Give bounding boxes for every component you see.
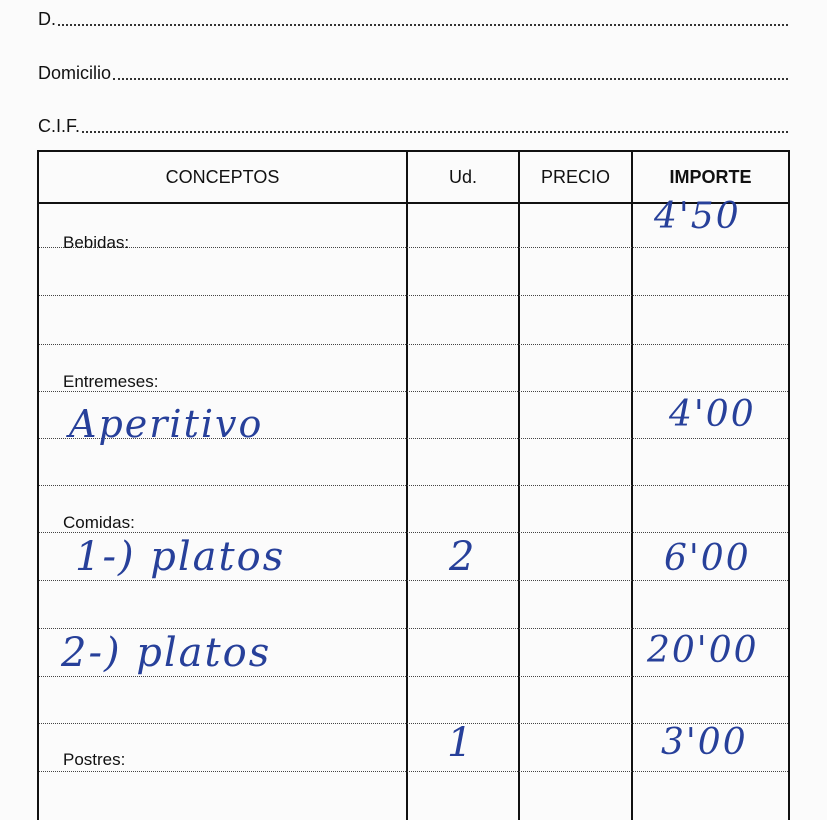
platos1-importe: 6'00 xyxy=(664,538,751,579)
d-label: D. xyxy=(38,9,56,29)
cif-label: C.I.F. xyxy=(38,116,81,136)
cif-dotted-line xyxy=(82,130,788,133)
d-dotted-line xyxy=(58,23,788,26)
platos1-ud: 2 xyxy=(449,534,477,580)
row-line xyxy=(39,295,788,296)
section-label-comidas: Comidas: xyxy=(63,513,135,532)
aperitivo-importe: 4'00 xyxy=(669,394,756,435)
platos2-importe: 20'00 xyxy=(647,630,759,671)
platos1-concepto: 1-) platos xyxy=(75,534,286,580)
row-line xyxy=(39,771,788,772)
row-line xyxy=(39,485,788,486)
section-label-postres: Postres: xyxy=(63,750,126,769)
platos2-concepto: 2-) platos xyxy=(61,630,272,676)
section-label-entremeses: Entremeses: xyxy=(63,372,159,391)
col-header-ud: Ud. xyxy=(408,152,520,202)
domicilio-dotted-line xyxy=(113,77,788,80)
d-field xyxy=(38,6,788,30)
postres-importe: 3'00 xyxy=(661,722,748,763)
row-line xyxy=(39,628,788,629)
col-header-conceptos: CONCEPTOS xyxy=(39,152,408,202)
bebidas-importe: 4'50 xyxy=(654,196,741,237)
row-line xyxy=(39,676,788,677)
postres-ud: 1 xyxy=(447,720,475,766)
row-line xyxy=(39,532,788,533)
col-header-importe: IMPORTE xyxy=(669,166,752,187)
row-line xyxy=(39,344,788,345)
aperitivo-concepto: Aperitivo xyxy=(69,402,264,446)
domicilio-label: Domicilio xyxy=(38,63,112,83)
row-line xyxy=(39,247,788,248)
invoice-table xyxy=(37,150,790,820)
cif-field xyxy=(38,113,788,137)
row-line xyxy=(39,580,788,581)
section-label-bebidas: Bebidas: xyxy=(63,233,130,252)
domicilio-field xyxy=(38,60,788,84)
col-header-precio: PRECIO xyxy=(520,152,633,202)
